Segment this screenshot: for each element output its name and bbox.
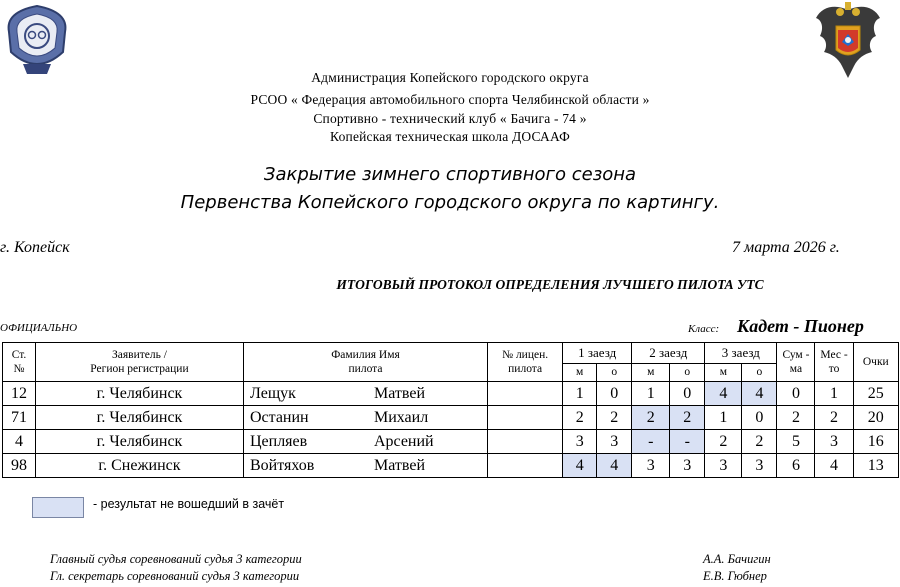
heat-result: 2 (632, 406, 670, 430)
event-date: 7 марта 2026 г. (732, 239, 840, 256)
heat-result: 1 (632, 382, 670, 406)
chief-judge-name: А.А. Бачигин (703, 552, 771, 566)
points-value: 20 (853, 406, 898, 430)
header-points: Очки (853, 343, 898, 382)
place-value: 1 (815, 382, 853, 406)
org-line-4: Копейская техническая школа ДОСААФ (330, 129, 570, 144)
class-value: Кадет - Пионер (737, 316, 864, 336)
heat-result: 3 (597, 430, 632, 454)
heat-result: 2 (670, 406, 705, 430)
heat-result: 4 (563, 454, 597, 478)
pilot-firstname: Михаил (373, 408, 429, 426)
header-pilot: Фамилия Имя пилота (243, 343, 487, 382)
entrant-region: г. Снежинск (35, 454, 243, 478)
heat-result: 2 (563, 406, 597, 430)
sum-value: 2 (777, 406, 815, 430)
heat-result: 3 (563, 430, 597, 454)
license-number (488, 406, 563, 430)
official-label: ОФИЦИАЛЬНО (0, 322, 78, 334)
heat-result: 2 (742, 430, 777, 454)
license-number (488, 382, 563, 406)
header-license: № лицен. пилота (488, 343, 563, 382)
excluded-legend-text: - результат не вошедший в зачёт (93, 497, 285, 511)
header-heat-3: 3 заезд (705, 343, 777, 364)
class-label: Класс: (688, 323, 720, 335)
heat-result: 4 (705, 382, 742, 406)
table-row (3, 406, 899, 430)
heat-result: 3 (670, 454, 705, 478)
dosaaf-emblem (3, 2, 71, 78)
header-heat-3-place: м (705, 364, 742, 382)
pilot-surname: Цепляев (249, 432, 308, 450)
heat-result: 1 (563, 382, 597, 406)
place-value: 2 (815, 406, 853, 430)
pilot-firstname: Матвей (373, 456, 425, 474)
header-heat-2: 2 заезд (632, 343, 705, 364)
org-line-1: Администрация Копейского городского округа (311, 70, 589, 85)
heat-result: 3 (742, 454, 777, 478)
pilot-name (243, 382, 487, 406)
excluded-legend-swatch (32, 497, 84, 518)
entrant-region: г. Челябинск (35, 382, 243, 406)
place-value: 4 (815, 454, 853, 478)
chief-judge-role: Главный судья соревнований судья 3 категории (50, 552, 302, 566)
header-heat-1: 1 заезд (563, 343, 632, 364)
header-start-number: Ст. № (3, 343, 36, 382)
header-heat-2-points: о (670, 364, 705, 382)
pilot-firstname: Арсений (373, 432, 434, 450)
start-number: 71 (3, 406, 36, 430)
table-header-row (3, 343, 899, 364)
points-value: 25 (853, 382, 898, 406)
heat-result: 3 (632, 454, 670, 478)
heat-result: 4 (597, 454, 632, 478)
event-subtitle: Первенства Копейского городского округа по картингу. (180, 192, 720, 213)
table-row (3, 454, 899, 478)
sum-value: 0 (777, 382, 815, 406)
entrant-region: г. Челябинск (35, 430, 243, 454)
heat-result: - (632, 430, 670, 454)
sum-value: 5 (777, 430, 815, 454)
pilot-surname: Войтяхов (249, 456, 315, 474)
heat-result: 0 (597, 382, 632, 406)
heat-result: 0 (670, 382, 705, 406)
heat-result: 3 (705, 454, 742, 478)
points-value: 16 (853, 430, 898, 454)
protocol-title: ИТОГОВЫЙ ПРОТОКОЛ ОПРЕДЕЛЕНИЯ ЛУЧШЕГО ПИЛОТА УТС (336, 277, 764, 292)
table-row (3, 430, 899, 454)
header-sum: Сум - ма (777, 343, 815, 382)
event-city: г. Копейск (0, 239, 70, 256)
pilot-firstname: Матвей (373, 384, 425, 402)
header-heat-3-points: о (742, 364, 777, 382)
heat-result: 0 (742, 406, 777, 430)
pilot-surname: Останин (249, 408, 309, 426)
entrant-region: г. Челябинск (35, 406, 243, 430)
place-value: 3 (815, 430, 853, 454)
heat-result: 1 (705, 406, 742, 430)
heat-result: 2 (705, 430, 742, 454)
table-row (3, 382, 899, 406)
chief-secretary-role: Гл. секретарь соревнований судья 3 категории (50, 569, 300, 583)
heat-result: 4 (742, 382, 777, 406)
pilot-name (243, 430, 487, 454)
heat-result: 2 (597, 406, 632, 430)
event-title: Закрытие зимнего спортивного сезона (263, 164, 637, 185)
results-table (2, 342, 899, 478)
header-place: Мес - то (815, 343, 853, 382)
header-heat-2-place: м (632, 364, 670, 382)
org-line-3: Спортивно - технический клуб « Бачига - 74 » (313, 111, 587, 126)
points-value: 13 (853, 454, 898, 478)
start-number: 12 (3, 382, 36, 406)
heat-result: - (670, 430, 705, 454)
chief-secretary-name: Е.В. Гюбнер (703, 569, 767, 583)
license-number (488, 430, 563, 454)
pilot-surname: Лещук (249, 384, 296, 402)
start-number: 98 (3, 454, 36, 478)
org-line-2: РСОО « Федерация автомобильного спорта Челябинской области » (250, 92, 650, 107)
header-heat-1-points: о (597, 364, 632, 382)
start-number: 4 (3, 430, 36, 454)
pilot-name (243, 454, 487, 478)
header-heat-1-place: м (563, 364, 597, 382)
pilot-name (243, 406, 487, 430)
header-entrant: Заявитель / Регион регистрации (35, 343, 243, 382)
sum-value: 6 (777, 454, 815, 478)
license-number (488, 454, 563, 478)
